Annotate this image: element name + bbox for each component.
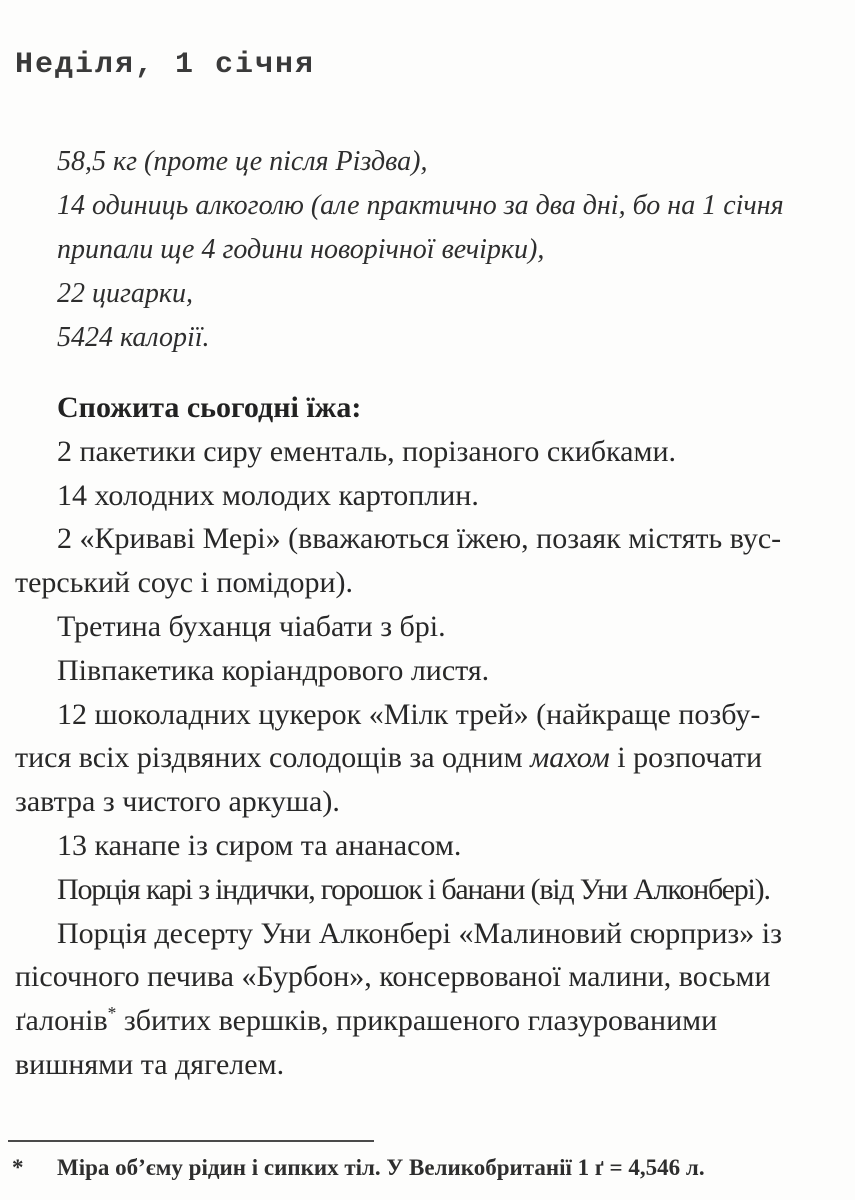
food-line: 12 шоколадних цукерок «Мілк трей» (найкраще позбу-: [57, 697, 761, 731]
footnote-text: Міра об’єму рідин і сипких тіл. У Великобританії 1 ґ = 4,546 л.: [57, 1155, 705, 1180]
food-line: вишнями та дягелем.: [15, 1047, 285, 1081]
food-line: 2 пакетики сиру ементаль, порізаного скибками.: [57, 434, 677, 468]
diary-stats-block: [57, 140, 784, 360]
stat-line: 22 цигарки,: [57, 278, 194, 309]
food-line: тися всіх різдвяних солодощів за одним махом і розпочати: [15, 741, 763, 775]
stat-line: припали ще 4 години новорічної вечірки),: [57, 234, 545, 265]
stat-line: 14 одиниць алкоголю (але практично за два дні, бо на 1 січня: [57, 190, 784, 221]
footnote-asterisk: *: [12, 1155, 24, 1180]
page-title: Неділя, 1 січня: [15, 48, 316, 82]
italic-word: махом: [530, 741, 610, 775]
food-line: 2 «Криваві Мері» (вважаються їжею, позаяк містять вус-: [57, 522, 782, 556]
footnote-divider: [8, 1140, 374, 1142]
food-line: 14 холодних молодих картоплин.: [57, 478, 479, 512]
food-line: Півпакетика коріандрового листя.: [57, 653, 490, 687]
food-line: терський соус і помідори).: [15, 566, 354, 600]
food-line: пісочного печива «Бурбон», консервованої малини, восьми: [15, 960, 771, 994]
food-line: Порція десерту Уни Алконбері «Малиновий сюрприз» із: [57, 916, 782, 950]
footnote-marker-ref: *: [107, 1003, 117, 1024]
footnote: [12, 1155, 705, 1181]
food-heading: Спожита сьогодні їжа:: [57, 391, 362, 424]
stat-line: 5424 калорії.: [57, 322, 210, 353]
food-line: ґалонів* збитих вершків, прикрашеного глазурованими: [15, 1003, 718, 1038]
food-line: 13 канапе із сиром та ананасом.: [57, 828, 462, 862]
food-line: завтра з чистого аркуша).: [15, 785, 340, 819]
food-line: Порція карі з індички, горошок і банани (від Уни Алконбері).: [57, 872, 770, 906]
stat-line: 58,5 кг (проте це після Різдва),: [57, 146, 428, 177]
food-line: Третина буханця чіабати з брі.: [57, 609, 446, 643]
food-list: [15, 386, 847, 1087]
